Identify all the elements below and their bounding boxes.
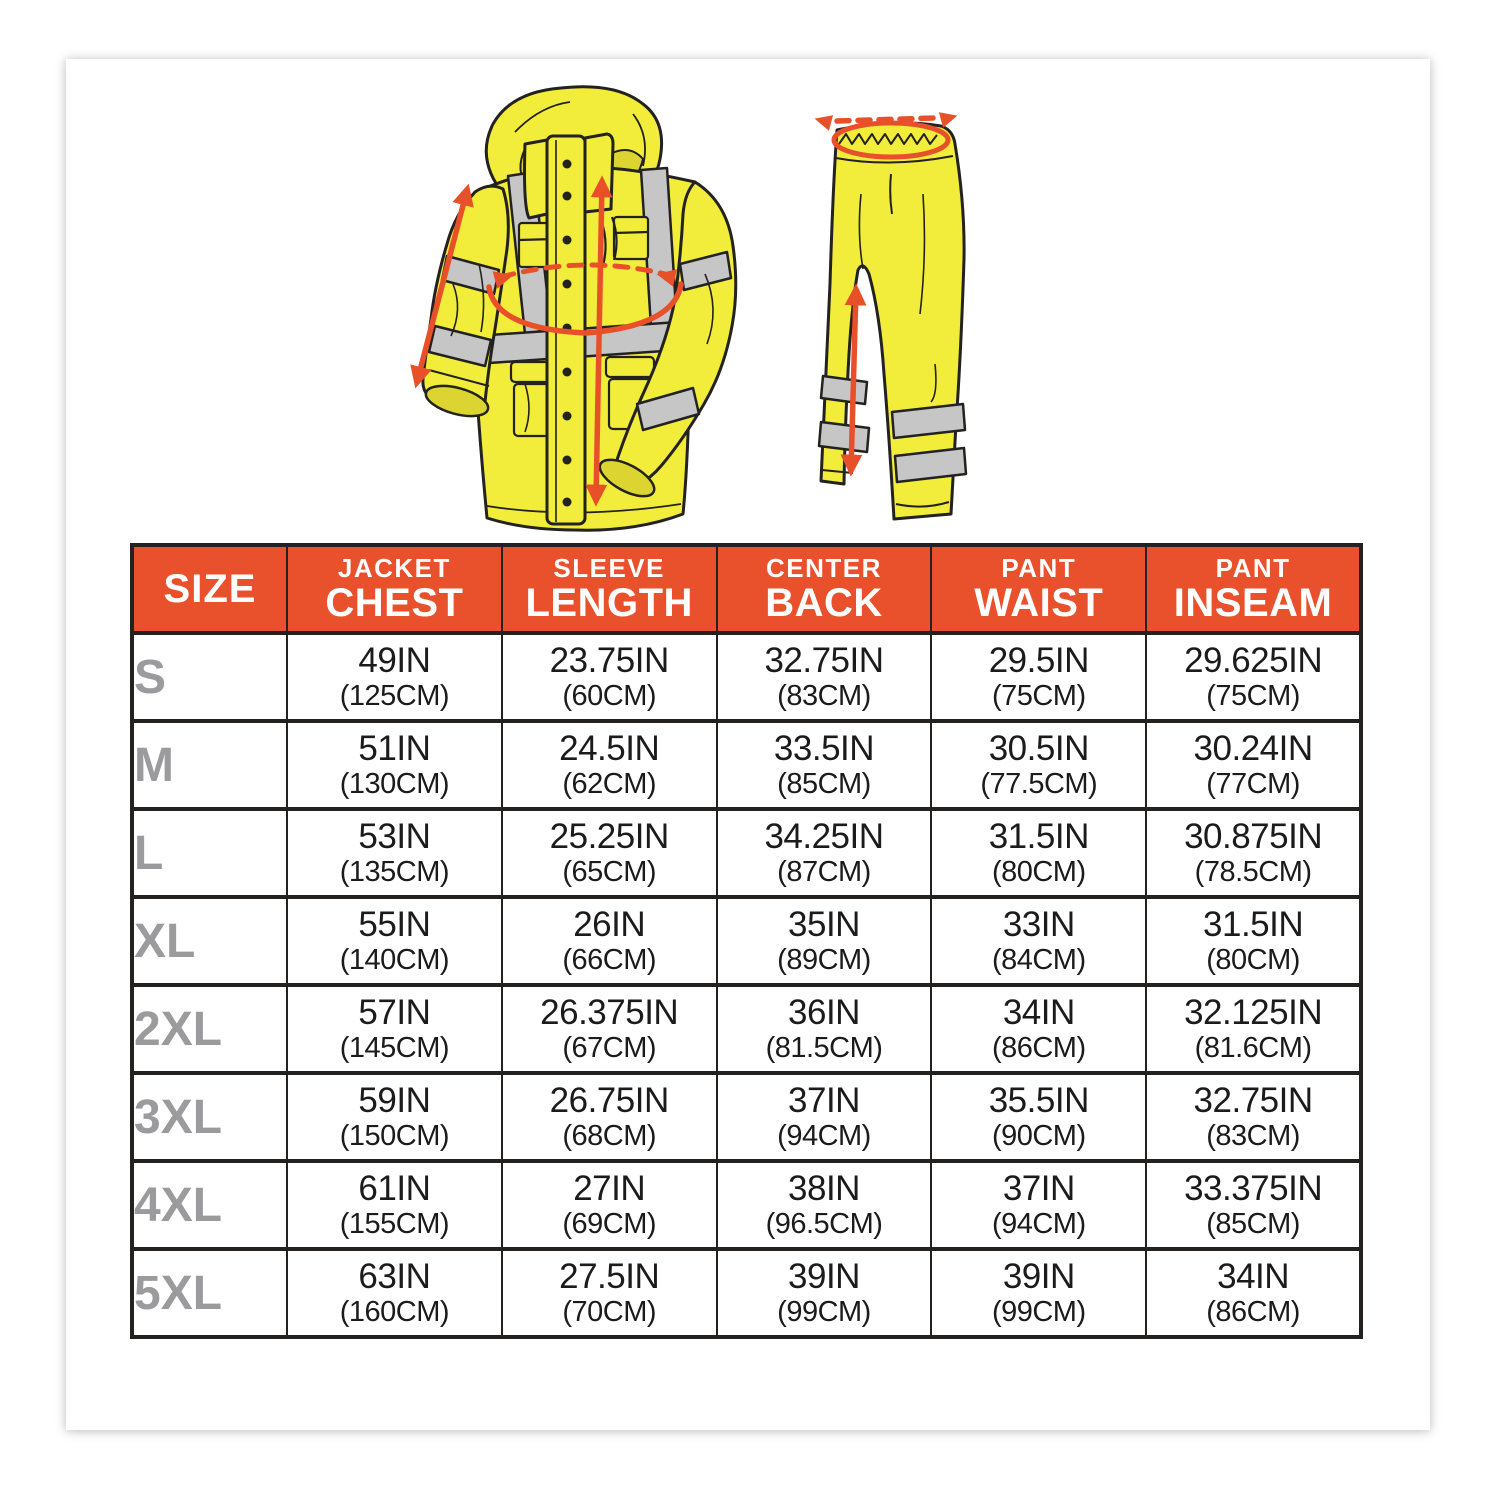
measurement-cell xyxy=(931,897,1146,985)
measurement-centimeters: (150CM) xyxy=(339,1119,450,1152)
column-header-line2: WAIST xyxy=(974,581,1104,626)
measurement-cell xyxy=(502,1073,717,1161)
measurement-cell xyxy=(502,897,717,985)
measurement-inches: 23.75IN xyxy=(549,640,669,680)
column-header-line1: JACKET xyxy=(337,552,451,583)
measurement-cell xyxy=(931,1073,1146,1161)
measurement-inches: 33IN xyxy=(1002,904,1075,944)
measurement-cell xyxy=(502,1249,717,1337)
measurement-cell xyxy=(287,1161,502,1249)
measurement-inches: 61IN xyxy=(358,1168,431,1208)
measurement-centimeters: (85CM) xyxy=(777,767,871,800)
size-row-4XL xyxy=(132,1161,1361,1249)
measurement-cell xyxy=(931,809,1146,897)
measurement-centimeters: (87CM) xyxy=(777,855,871,888)
jacket-illustration xyxy=(423,87,736,530)
measurement-cell xyxy=(502,721,717,809)
size-table-body xyxy=(132,633,1361,1337)
measurement-centimeters: (60CM) xyxy=(562,679,657,712)
measurement-inches: 34IN xyxy=(1002,992,1075,1032)
measurement-cell xyxy=(717,985,932,1073)
column-header-line1: SLEEVE xyxy=(553,552,665,583)
measurement-centimeters: (94CM) xyxy=(991,1207,1086,1240)
column-header-size xyxy=(132,545,287,633)
measurement-centimeters: (145CM) xyxy=(339,1031,450,1064)
measurement-cell xyxy=(287,633,502,721)
measurement-centimeters: (83CM) xyxy=(1206,1119,1300,1152)
measurement-centimeters: (89CM) xyxy=(777,943,871,976)
measurement-centimeters: (80CM) xyxy=(991,855,1086,888)
measurement-centimeters: (99CM) xyxy=(777,1295,871,1328)
measurement-inches: 27.5IN xyxy=(559,1256,660,1296)
size-table-header xyxy=(132,545,1361,633)
measurement-inches: 53IN xyxy=(358,816,431,856)
measurement-centimeters: (70CM) xyxy=(562,1295,657,1328)
size-row-L xyxy=(132,809,1361,897)
measurement-cell xyxy=(931,1249,1146,1337)
measurement-inches: 32.75IN xyxy=(1193,1080,1313,1120)
size-label: 2XL xyxy=(132,985,287,1073)
measurement-cell xyxy=(931,1161,1146,1249)
measurement-centimeters: (81.5CM) xyxy=(765,1031,883,1064)
measurement-cell xyxy=(931,633,1146,721)
size-label: 3XL xyxy=(132,1073,287,1161)
measurement-cell xyxy=(717,633,932,721)
size-row-M xyxy=(132,721,1361,809)
measurement-centimeters: (155CM) xyxy=(339,1207,450,1240)
measurement-inches: 59IN xyxy=(358,1080,431,1120)
measurement-centimeters: (135CM) xyxy=(339,855,450,888)
column-header-line1: PANT xyxy=(1215,552,1291,583)
size-label: S xyxy=(132,633,287,721)
measurement-centimeters: (78.5CM) xyxy=(1194,855,1312,888)
measurement-centimeters: (99CM) xyxy=(991,1295,1086,1328)
column-header-pant-waist xyxy=(931,545,1146,633)
column-header-label: SIZE xyxy=(163,566,257,611)
measurement-cell xyxy=(931,985,1146,1073)
pants-illustration xyxy=(819,123,966,519)
measurement-cell xyxy=(502,985,717,1073)
measurement-centimeters: (69CM) xyxy=(562,1207,657,1240)
size-label: 5XL xyxy=(132,1249,287,1337)
measurement-inches: 39IN xyxy=(1002,1256,1075,1296)
measurement-centimeters: (68CM) xyxy=(562,1119,657,1152)
column-header-line2: INSEAM xyxy=(1173,581,1333,626)
measurement-inches: 26IN xyxy=(573,904,646,944)
measurement-centimeters: (81.6CM) xyxy=(1194,1031,1312,1064)
measurement-inches: 32.75IN xyxy=(764,640,884,680)
measurement-inches: 37IN xyxy=(1002,1168,1075,1208)
measurement-inches: 31.5IN xyxy=(1203,904,1304,944)
measurement-centimeters: (140CM) xyxy=(339,943,450,976)
measurement-cell xyxy=(717,721,932,809)
measurement-cell xyxy=(1146,1249,1361,1337)
measurement-centimeters: (77.5CM) xyxy=(980,767,1098,800)
measurement-cell xyxy=(1146,809,1361,897)
measurement-inches: 49IN xyxy=(358,640,431,680)
measurement-inches: 57IN xyxy=(358,992,431,1032)
size-label: 4XL xyxy=(132,1161,287,1249)
garment-illustration xyxy=(375,74,1085,539)
size-label: M xyxy=(132,721,287,809)
measurement-cell xyxy=(1146,633,1361,721)
measurement-inches: 38IN xyxy=(788,1168,860,1208)
column-header-sleeve-length xyxy=(502,545,717,633)
measurement-cell xyxy=(717,1161,932,1249)
column-header-line1: CENTER xyxy=(766,552,882,583)
measurement-inches: 55IN xyxy=(358,904,431,944)
size-row-XL xyxy=(132,897,1361,985)
measurement-centimeters: (94CM) xyxy=(777,1119,871,1152)
measurement-centimeters: (75CM) xyxy=(991,679,1086,712)
measurement-inches: 29.625IN xyxy=(1184,640,1323,680)
measurement-inches: 34.25IN xyxy=(764,816,884,856)
measurement-inches: 32.125IN xyxy=(1184,992,1323,1032)
measurement-centimeters: (75CM) xyxy=(1206,679,1300,712)
measurement-centimeters: (96.5CM) xyxy=(765,1207,883,1240)
size-chart-card xyxy=(66,59,1430,1430)
measurement-centimeters: (125CM) xyxy=(339,679,450,712)
garment-illustration-svg xyxy=(375,74,1085,539)
measurement-inches: 25.25IN xyxy=(549,816,669,856)
column-header-center-back xyxy=(717,545,932,633)
measurement-cell xyxy=(287,897,502,985)
measurement-cell xyxy=(287,721,502,809)
size-label: L xyxy=(132,809,287,897)
measurement-inches: 30.5IN xyxy=(988,728,1089,768)
size-chart-table xyxy=(130,543,1363,1339)
measurement-cell xyxy=(717,1249,932,1337)
measurement-cell xyxy=(1146,721,1361,809)
column-header-line2: BACK xyxy=(765,581,883,626)
measurement-cell xyxy=(502,809,717,897)
column-header-line2: LENGTH xyxy=(525,581,693,626)
measurement-centimeters: (130CM) xyxy=(339,767,450,800)
measurement-cell xyxy=(1146,985,1361,1073)
measurement-centimeters: (84CM) xyxy=(991,943,1086,976)
measurement-cell xyxy=(931,721,1146,809)
measurement-cell xyxy=(717,897,932,985)
measurement-inches: 37IN xyxy=(788,1080,860,1120)
measurement-cell xyxy=(502,633,717,721)
measurement-centimeters: (160CM) xyxy=(339,1295,450,1328)
measurement-inches: 34IN xyxy=(1217,1256,1290,1296)
measurement-cell xyxy=(287,1073,502,1161)
column-header-jacket-chest xyxy=(287,545,502,633)
measurement-inches: 31.5IN xyxy=(988,816,1089,856)
measurement-inches: 27IN xyxy=(573,1168,646,1208)
measurement-inches: 36IN xyxy=(788,992,860,1032)
measurement-centimeters: (67CM) xyxy=(562,1031,657,1064)
measurement-inches: 39IN xyxy=(788,1256,860,1296)
size-row-2XL xyxy=(132,985,1361,1073)
measurement-cell xyxy=(1146,897,1361,985)
measurement-cell xyxy=(287,809,502,897)
measurement-centimeters: (80CM) xyxy=(1206,943,1300,976)
measurement-centimeters: (83CM) xyxy=(777,679,871,712)
measurement-centimeters: (66CM) xyxy=(562,943,657,976)
measurement-inches: 33.5IN xyxy=(773,728,875,768)
measurement-cell xyxy=(287,985,502,1073)
column-header-pant-inseam xyxy=(1146,545,1361,633)
measurement-cell xyxy=(717,809,932,897)
measurement-centimeters: (90CM) xyxy=(991,1119,1086,1152)
measurement-centimeters: (77CM) xyxy=(1206,767,1300,800)
measurement-inches: 26.375IN xyxy=(540,992,679,1032)
size-label: XL xyxy=(132,897,287,985)
size-row-S xyxy=(132,633,1361,721)
measurement-cell xyxy=(1146,1161,1361,1249)
measurement-inches: 33.375IN xyxy=(1184,1168,1323,1208)
measurement-inches: 35IN xyxy=(788,904,860,944)
measurement-cell xyxy=(502,1161,717,1249)
measurement-cell xyxy=(287,1249,502,1337)
measurement-inches: 24.5IN xyxy=(559,728,660,768)
measurement-centimeters: (65CM) xyxy=(562,855,657,888)
measurement-inches: 29.5IN xyxy=(988,640,1089,680)
column-header-line1: PANT xyxy=(1001,552,1077,583)
measurement-centimeters: (86CM) xyxy=(1206,1295,1300,1328)
size-row-5XL xyxy=(132,1249,1361,1337)
measurement-inches: 30.875IN xyxy=(1184,816,1323,856)
measurement-inches: 35.5IN xyxy=(988,1080,1089,1120)
measurement-inches: 26.75IN xyxy=(549,1080,669,1120)
size-row-3XL xyxy=(132,1073,1361,1161)
measurement-centimeters: (85CM) xyxy=(1206,1207,1300,1240)
measurement-centimeters: (86CM) xyxy=(991,1031,1086,1064)
measurement-inches: 51IN xyxy=(358,728,431,768)
measurement-cell xyxy=(1146,1073,1361,1161)
measurement-inches: 30.24IN xyxy=(1193,728,1313,768)
measurement-cell xyxy=(717,1073,932,1161)
measurement-centimeters: (62CM) xyxy=(562,767,657,800)
measurement-inches: 63IN xyxy=(358,1256,431,1296)
header-row xyxy=(132,545,1361,633)
column-header-line2: CHEST xyxy=(325,581,464,626)
